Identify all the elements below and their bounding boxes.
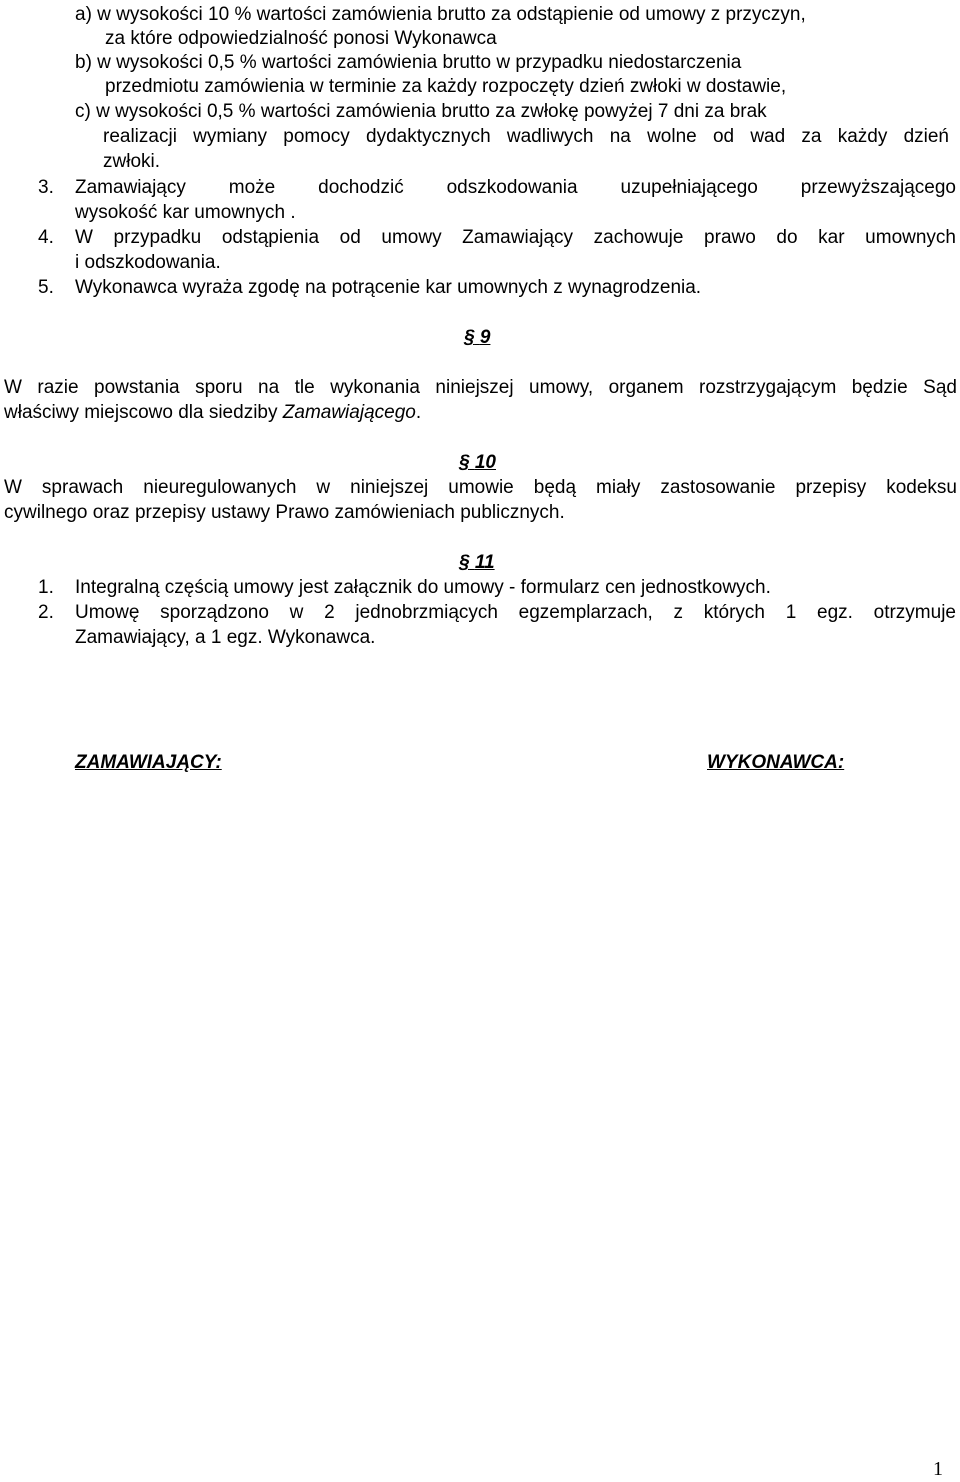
item-number: 2. — [38, 602, 54, 623]
item-4-line2: i odszkodowania. — [75, 252, 221, 273]
item-number: 3. — [38, 177, 54, 198]
section-9-line2 — [4, 401, 421, 425]
list-item-c-line1: c) w wysokości 0,5 % wartości zamówienia brutto za zwłokę powyżej 7 dni za brak — [75, 101, 767, 122]
section-11-heading — [459, 551, 495, 575]
section-11-item-2-line2: Zamawiający, a 1 egz. Wykonawca. — [75, 627, 376, 648]
list-item-b-line2: przedmiotu zamówienia w terminie za każdy rozpoczęty dzień zwłoki w dostawie, — [105, 76, 787, 97]
signature-label-wykonawca: WYKONAWCA: — [707, 752, 845, 773]
section-number: 11 — [474, 552, 495, 573]
item-3-line1: Zamawiający może dochodzić odszkodowania uzupełniającego przewyższającego — [75, 177, 956, 198]
section-10-line2: cywilnego oraz przepisy ustawy Prawo zamówieniach publicznych. — [4, 502, 565, 523]
list-item-b-line1: b) w wysokości 0,5 % wartości zamówienia brutto w przypadku niedostarczenia — [75, 52, 742, 73]
list-item-c-line3: zwłoki. — [103, 151, 161, 172]
item-4-line1: W przypadku odstąpienia od umowy Zamawiający zachowuje prawo do kar umownych — [75, 227, 956, 248]
section-9-heading — [464, 326, 490, 350]
section-11-item-1: Integralną częścią umowy jest załącznik do umowy - formularz cen jednostkowych. — [75, 577, 771, 598]
item-number: 5. — [38, 277, 54, 298]
paragraph-symbol: § — [464, 327, 475, 348]
item-number: 4. — [38, 227, 54, 248]
section-9-party-name: Zamawiającego — [282, 402, 416, 423]
section-9-line1: W razie powstania sporu na tle wykonania niniejszej umowy, organem rozstrzygającym będzie Sąd — [4, 377, 957, 398]
section-9-line2-end: . — [415, 402, 422, 423]
item-5-line1: Wykonawca wyraża zgodę na potrącenie kar umownych z wynagrodzenia. — [75, 277, 702, 298]
section-11-item-2-line1: Umowę sporządzono w 2 jednobrzmiących egzemplarzach, z których 1 egz. otrzymuje — [75, 602, 956, 623]
section-10-heading — [459, 451, 496, 475]
paragraph-symbol: § — [459, 452, 470, 473]
list-item-a-line1: a) w wysokości 10 % wartości zamówienia brutto za odstąpienie od umowy z przyczyn, — [75, 4, 806, 25]
item-3-line2: wysokość kar umownych . — [75, 202, 296, 223]
signature-label-zamawiajacy: ZAMAWIAJĄCY: — [75, 752, 222, 773]
section-number: 10 — [474, 452, 496, 473]
section-9-line2-text: właściwy miejscowo dla siedziby — [4, 402, 283, 423]
section-10-line1: W sprawach nieuregulowanych w niniejszej umowie będą miały zastosowanie przepisy kodeksu — [4, 477, 957, 498]
section-number: 9 — [479, 327, 491, 348]
paragraph-symbol: § — [459, 552, 470, 573]
page-number: 1 — [933, 1458, 943, 1480]
list-item-a-line2: za które odpowiedzialność ponosi Wykonawca — [105, 28, 497, 49]
list-item-c-line2: realizacji wymiany pomocy dydaktycznych wadliwych na wolne od wad za każdy dzień — [103, 126, 949, 147]
item-number: 1. — [38, 577, 54, 598]
